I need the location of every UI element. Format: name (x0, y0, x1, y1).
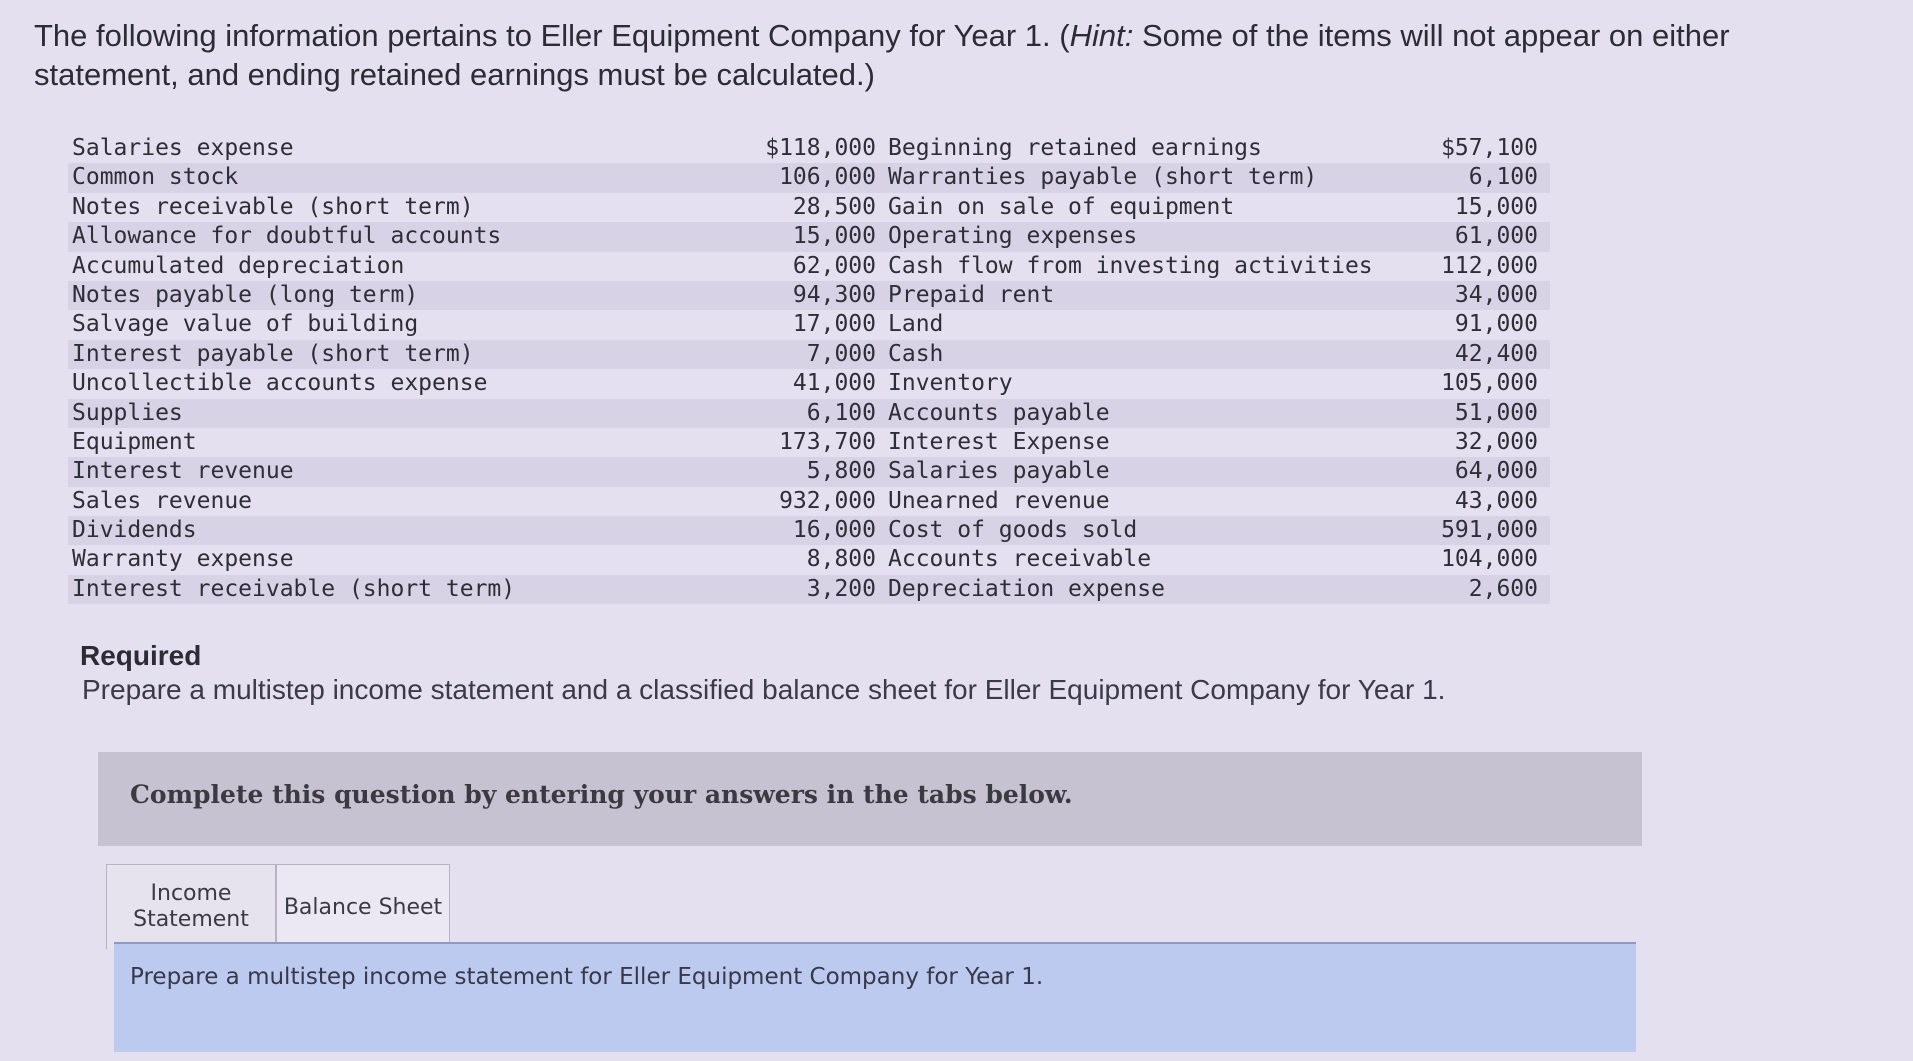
account-value-right: 112,000 (1441, 252, 1538, 279)
account-label-left: Warranty expense (72, 546, 294, 573)
account-label-left: Dividends (72, 517, 197, 544)
tab-balance-sheet[interactable] (276, 864, 450, 949)
account-label-left: Notes payable (long term) (72, 281, 419, 308)
required-text: Prepare a multistep income statement and a classified balance sheet for Eller Equipment Company for Year 1. (82, 674, 1446, 705)
table-row (68, 252, 1550, 281)
account-label-right: Operating expenses (888, 223, 1138, 250)
account-label-right: Inventory (888, 370, 1013, 397)
account-label-right: Gain on sale of equipment (888, 193, 1235, 220)
intro-text-start: The following information pertains to Eller Equipment Company for Year 1. ( (34, 18, 1070, 53)
account-value-left: 62,000 (792, 252, 876, 279)
account-value-right: 32,000 (1454, 428, 1538, 455)
intro-paragraph (34, 16, 1824, 94)
table-row (68, 134, 1550, 163)
account-value-left: 41,000 (792, 370, 876, 397)
account-label-right: Unearned revenue (888, 487, 1110, 514)
table-row (68, 428, 1550, 457)
account-value-right: 64,000 (1454, 458, 1538, 485)
account-value-right: $57,100 (1441, 135, 1538, 161)
account-label-right: Interest Expense (888, 428, 1110, 455)
table-row (68, 340, 1550, 369)
account-value-left: 5,800 (806, 458, 876, 485)
account-label-left: Uncollectible accounts expense (72, 370, 488, 397)
account-value-right: 591,000 (1441, 517, 1538, 544)
account-value-left: 16,000 (792, 517, 876, 544)
account-value-right: 105,000 (1441, 370, 1538, 397)
table-row (68, 310, 1550, 339)
account-label-right: Accounts receivable (888, 546, 1152, 573)
account-label-left: Equipment (72, 428, 197, 455)
table-row (68, 222, 1550, 251)
account-label-right: Cash flow from investing activities (888, 252, 1373, 279)
account-label-right: Prepaid rent (888, 281, 1055, 308)
account-value-left: 6,100 (806, 399, 876, 426)
panel-divider (114, 942, 1636, 944)
account-label-right: Warranties payable (short term) (888, 164, 1318, 191)
account-label-left: Supplies (72, 399, 183, 426)
account-label-left: Salvage value of building (72, 311, 419, 338)
account-value-left: 7,000 (806, 340, 876, 367)
table-row (68, 575, 1550, 604)
tab-content-panel (114, 942, 1636, 1052)
account-label-right: Accounts payable (888, 399, 1110, 426)
account-value-right: 15,000 (1454, 193, 1538, 220)
account-value-right: 91,000 (1454, 311, 1538, 338)
required-heading: Required (80, 640, 202, 671)
account-value-right: 104,000 (1441, 546, 1538, 573)
account-label-right: Land (888, 311, 944, 338)
table-row (68, 457, 1550, 486)
account-label-right: Beginning retained earnings (888, 135, 1262, 161)
account-value-left: 8,800 (806, 546, 876, 573)
table-row (68, 399, 1550, 428)
account-label-left: Interest payable (short term) (72, 340, 474, 367)
account-value-right: 51,000 (1454, 399, 1538, 426)
account-value-left: 28,500 (792, 193, 876, 220)
account-label-left: Interest revenue (72, 458, 294, 485)
account-value-right: 42,400 (1454, 340, 1538, 367)
account-data-table (68, 134, 1550, 604)
tab-balance-label: Balance Sheet (283, 894, 443, 920)
account-value-left: 17,000 (792, 311, 876, 338)
account-value-right: 34,000 (1454, 281, 1538, 308)
account-label-left: Sales revenue (72, 487, 253, 514)
account-value-left: 932,000 (779, 487, 876, 514)
account-value-left: 106,000 (779, 164, 876, 191)
tab-income-statement[interactable] (106, 864, 276, 949)
account-value-right: 61,000 (1454, 223, 1538, 250)
table-row (68, 193, 1550, 222)
account-value-right: 2,600 (1468, 575, 1538, 602)
account-value-right: 6,100 (1468, 164, 1538, 191)
account-label-left: Accumulated depreciation (72, 252, 405, 279)
table-row (68, 487, 1550, 516)
account-value-left: 94,300 (792, 281, 876, 308)
instruction-text: Complete this question by entering your answers in the tabs below. (130, 780, 1073, 809)
account-value-left: $118,000 (765, 135, 876, 161)
account-label-right: Cost of goods sold (888, 517, 1138, 544)
account-value-right: 43,000 (1454, 487, 1538, 514)
account-label-left: Common stock (72, 164, 239, 191)
table-row (68, 369, 1550, 398)
tab-income-label-line2: Statement (133, 907, 249, 932)
table-row (68, 516, 1550, 545)
account-value-left: 15,000 (792, 223, 876, 250)
account-value-left: 3,200 (806, 575, 876, 602)
account-value-left: 173,700 (779, 428, 876, 455)
intro-text-end: Some of the items will not appear on either statement, and ending retained earnings must be calculated.) (34, 18, 1730, 92)
account-label-right: Depreciation expense (888, 575, 1165, 602)
account-label-right: Salaries payable (888, 458, 1110, 485)
account-label-right: Cash (888, 340, 944, 367)
panel-instruction-text: Prepare a multistep income statement for Eller Equipment Company for Year 1. (130, 964, 1044, 990)
table-row (68, 545, 1550, 574)
account-label-left: Notes receivable (short term) (72, 193, 474, 220)
table-row (68, 163, 1550, 192)
account-label-left: Interest receivable (short term) (72, 575, 516, 602)
table-row (68, 281, 1550, 310)
account-label-left: Salaries expense (72, 135, 294, 161)
hint-label: Hint: (1069, 18, 1134, 53)
tab-income-label-line1: Income (150, 881, 232, 906)
instruction-box (98, 752, 1642, 846)
account-label-left: Allowance for doubtful accounts (72, 223, 502, 250)
